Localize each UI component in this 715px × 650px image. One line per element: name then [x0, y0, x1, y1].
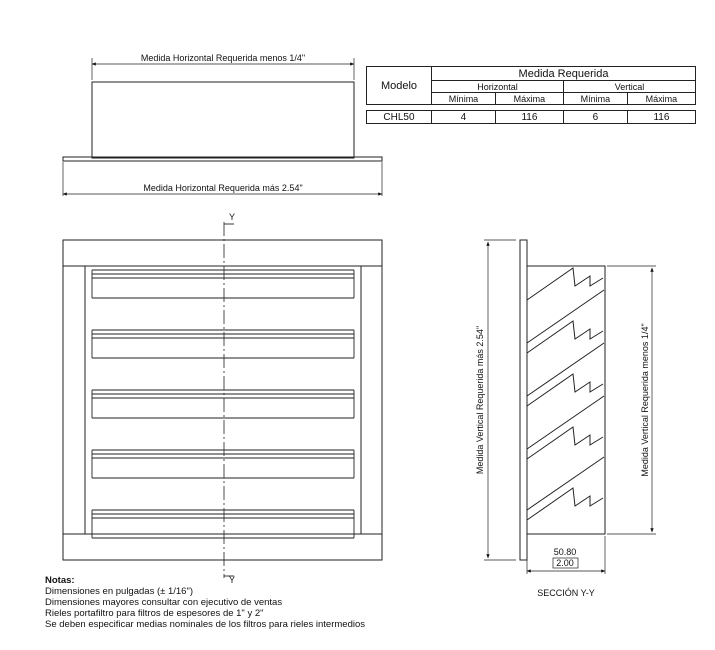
note-line: Dimensiones en pulgadas (± 1/16"): [45, 586, 194, 597]
section-mark-top: Y: [229, 212, 236, 222]
cell-v-min: 6: [563, 111, 627, 124]
dim-label-top: Medida Horizontal Requerida menos 1/4": [140, 53, 306, 63]
cell-h-max: 116: [495, 111, 563, 124]
front-view: [63, 222, 382, 578]
header-v-max: Máxima: [627, 93, 695, 105]
header-group: Medida Requerida: [432, 67, 696, 81]
header-v-min: Mínima: [563, 93, 627, 105]
note-line: Rieles portafiltro para filtros de espesores de 1" y 2": [45, 608, 264, 619]
section-caption: SECCIÓN Y-Y: [537, 588, 595, 598]
spec-table: [366, 66, 696, 124]
dim-label-right: Medida Vertical Requerida menos 1/4": [640, 323, 650, 477]
dim-label-left: Medida Vertical Requerida más 2.54": [475, 325, 485, 475]
header-horizontal: Horizontal: [432, 81, 564, 93]
top-view: [63, 58, 382, 196]
section-flange: [520, 240, 527, 560]
cell-h-min: 4: [432, 111, 496, 124]
inner-frame: [85, 266, 361, 534]
table-row: [367, 111, 696, 124]
section-body: [527, 266, 605, 534]
note-line: Se deben especificar medias nominales de los filtros para rieles intermedios: [45, 619, 365, 630]
dim-label-bottom: Medida Horizontal Requerida más 2.54": [143, 183, 303, 193]
blade-group: [92, 270, 354, 538]
section-mark-bottom: Y: [229, 575, 236, 585]
header-h-min: Mínima: [432, 93, 496, 105]
depth-in-label: 2.00: [556, 558, 574, 568]
louver-profile: [527, 268, 603, 300]
cell-v-max: 116: [627, 111, 695, 124]
cell-model: CHL50: [367, 111, 432, 124]
notes-title: Notas:: [45, 575, 75, 586]
frame-body: [92, 82, 354, 158]
header-model: Modelo: [367, 67, 432, 105]
header-h-max: Máxima: [495, 93, 563, 105]
outer-frame: [63, 240, 382, 560]
header-vertical: Vertical: [563, 81, 695, 93]
depth-mm-label: 50.80: [553, 547, 577, 557]
notes-block: [45, 575, 365, 630]
note-line: Dimensiones mayores consultar con ejecutivo de ventas: [45, 597, 283, 608]
section-view: [484, 240, 656, 574]
